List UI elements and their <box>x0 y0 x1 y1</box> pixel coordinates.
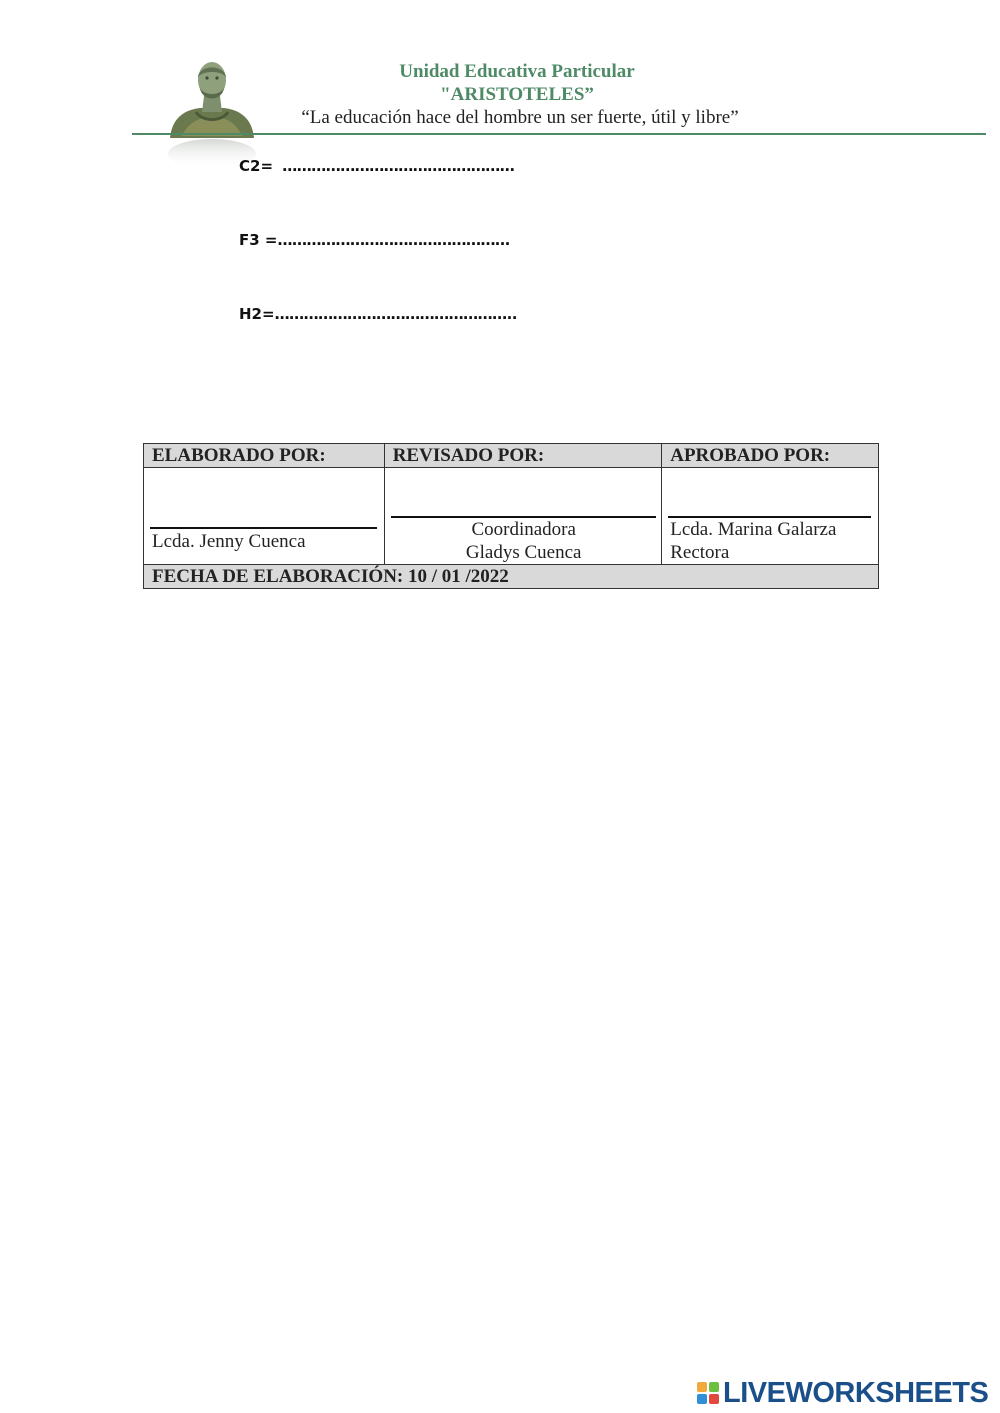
answer-blank-f3[interactable] <box>239 231 509 249</box>
signature-cell-elaborado <box>144 468 385 565</box>
blank-dots: ………………………………………….. <box>274 305 517 323</box>
blank-label: C2= <box>239 157 274 175</box>
blank-dots: ………………………………………… <box>282 157 515 175</box>
header-divider <box>132 133 986 135</box>
signature-table <box>143 443 879 589</box>
signer-name: Gladys Cuenca <box>465 542 582 563</box>
elaboration-date: FECHA DE ELABORACIÓN: 10 / 01 /2022 <box>144 565 879 589</box>
table-header-row <box>144 444 879 468</box>
table-footer-row <box>144 565 879 589</box>
liveworksheets-logo-icon <box>697 1382 719 1404</box>
blank-label: F3 = <box>239 231 278 249</box>
signature-line <box>150 527 377 529</box>
signer-name: Lcda. Marina Galarza <box>670 519 837 540</box>
signer-role: Rectora <box>670 542 730 563</box>
signature-cell-revisado <box>384 468 662 565</box>
school-motto: “La educación hace del hombre un ser fuerte, útil y libre” <box>301 107 739 128</box>
signer-role: Coordinadora <box>471 519 576 540</box>
signer-name: Lcda. Jenny Cuenca <box>152 531 306 552</box>
answer-blank-c2[interactable] <box>239 157 514 175</box>
header-revisado: REVISADO POR: <box>384 444 662 468</box>
liveworksheets-logo <box>697 1378 988 1408</box>
school-subtitle: "ARISTOTELES” <box>440 84 594 105</box>
blank-label: H2= <box>239 305 275 323</box>
signature-cell-aprobado <box>662 468 879 565</box>
school-name: Unidad Educativa Particular <box>399 61 635 82</box>
aristotle-bust-icon <box>162 56 262 171</box>
blank-dots: ………………………………………… <box>277 231 510 249</box>
header-elaborado: ELABORADO POR: <box>144 444 385 468</box>
liveworksheets-logo-text: LIVEWORKSHEETS <box>723 1376 989 1409</box>
table-signature-row <box>144 468 879 565</box>
header-aprobado: APROBADO POR: <box>662 444 879 468</box>
answer-blank-h2[interactable] <box>239 305 517 323</box>
